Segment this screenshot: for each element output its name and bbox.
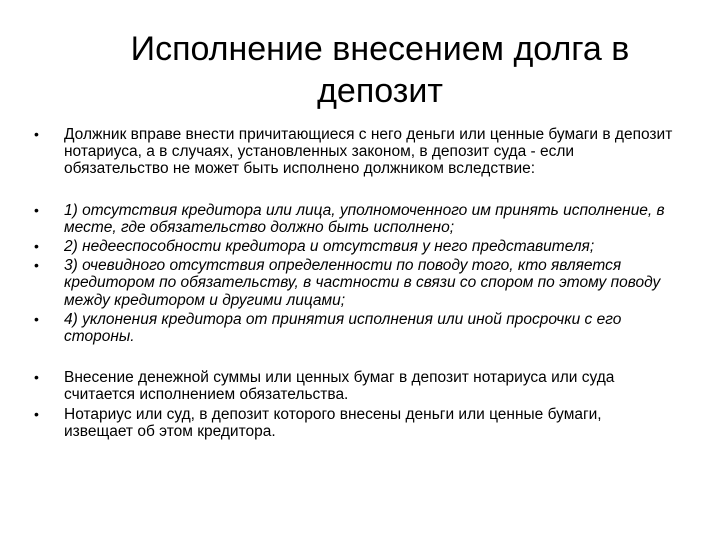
- list-item: [34, 202, 674, 236]
- slide-title: [40, 28, 710, 112]
- list-item-text: 3) очевидного отсутствия определенности по поводу того, кто является кредитором по обязательству, в частности в связи со спором по этому поводу между кредитором и другими лицами;: [64, 257, 661, 309]
- slide-title-line-2: депозит: [317, 72, 443, 110]
- list-item: [34, 311, 674, 345]
- list-item: [34, 238, 674, 255]
- bullet-list: [34, 126, 674, 440]
- list-item: [34, 257, 674, 309]
- bullet-icon: •: [34, 405, 39, 422]
- bullet-icon: •: [34, 310, 39, 327]
- bullet-icon: •: [34, 201, 39, 218]
- list-item-text: 4) уклонения кредитора от принятия исполнения или иной просрочки с его стороны.: [64, 310, 622, 346]
- list-item: [34, 369, 674, 403]
- list-item-text: 1) отсутствия кредитора или лица, уполномоченного им принять исполнение, в месте, где обязательство должно быть исполнено;: [64, 201, 665, 236]
- slide-title-line-1: Исполнение внесением долга в: [130, 30, 630, 68]
- list-item: [34, 406, 674, 440]
- list-item-text: Внесение денежной суммы или ценных бумаг в депозит нотариуса или суда считается исполнением обязательства.: [64, 369, 615, 404]
- bullet-icon: •: [34, 238, 39, 255]
- list-item: [34, 126, 674, 178]
- bullet-icon: •: [34, 126, 39, 142]
- bullet-icon: •: [34, 257, 39, 274]
- list-item-text: Нотариус или суд, в депозит которого внесены деньги или ценные бумаги, извещает об этом кредитора.: [64, 405, 602, 440]
- list-item-text: 2) недееспособности кредитора и отсутствия у него представителя;: [64, 238, 595, 256]
- list-item-text: Должник вправе внести причитающиеся с него деньги или ценные бумаги в депозит нотариуса, а в случаях, установленных законом, в депозит суда - если обязательство не может быть исполнено должником вследствие:: [64, 126, 673, 178]
- bullet-icon: •: [34, 369, 39, 386]
